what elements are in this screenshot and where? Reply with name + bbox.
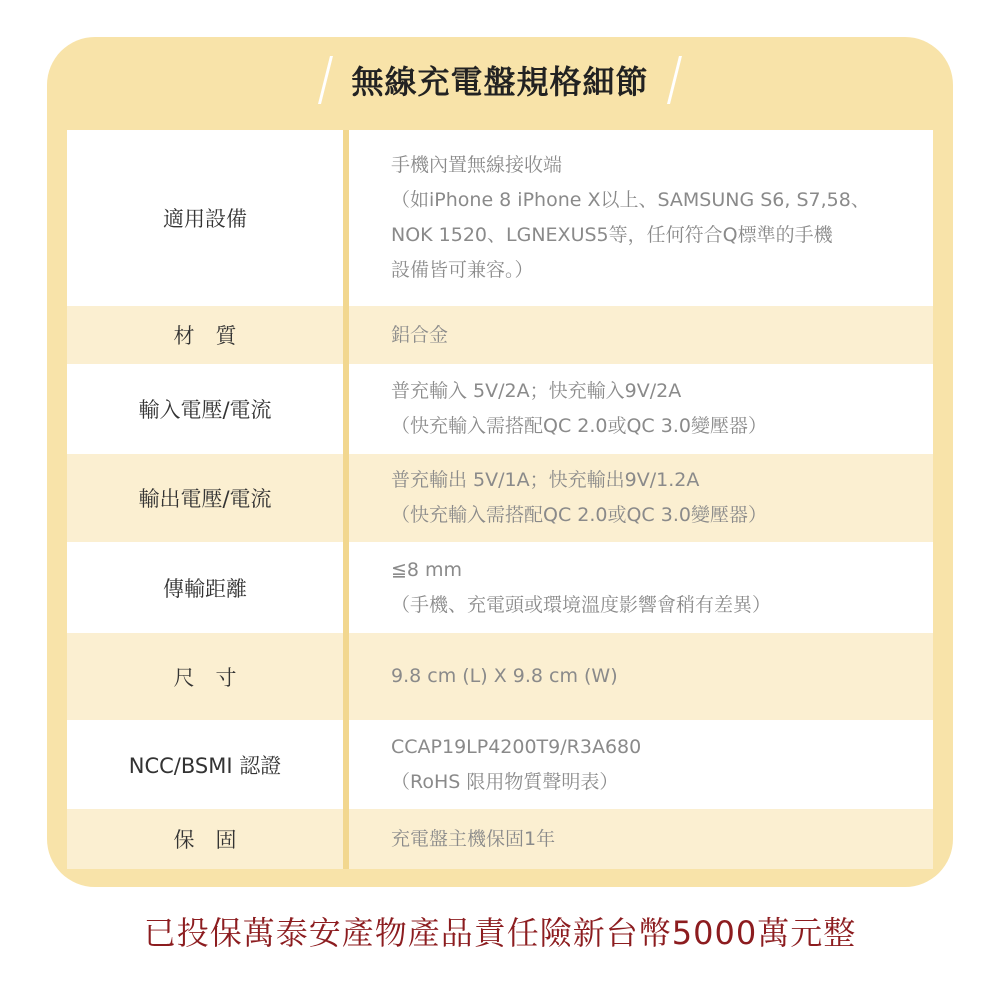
spec-value [349, 542, 933, 633]
spec-value [349, 130, 933, 306]
spec-value-line: （快充輸入需搭配QC 2.0或QC 3.0變壓器） [391, 415, 767, 437]
spec-value-line: 普充輸出 5V/1A；快充輸出9V/1.2A [391, 469, 700, 491]
spec-label: 輸入電壓/電流 [138, 398, 272, 422]
spec-label: 尺 寸 [173, 665, 237, 690]
spec-value-line: 充電盤主機保固1年 [391, 827, 556, 850]
spec-value [349, 364, 933, 454]
spec-row-distance [67, 542, 933, 633]
spec-value [349, 306, 933, 364]
spec-row-output [67, 454, 933, 542]
spec-value [349, 720, 933, 809]
spec-row-input [67, 364, 933, 454]
spec-label: 保 固 [173, 828, 237, 852]
spec-value-line: 鋁合金 [391, 323, 449, 346]
spec-label: NCC/BSMI 認證 [128, 753, 282, 778]
spec-value-line: 設備皆可兼容。） [391, 259, 534, 281]
spec-row-warranty [67, 809, 933, 869]
page-title: 無線充電盤規格細節 [351, 63, 649, 101]
spec-value-line: 手機內置無線接收端 [391, 154, 563, 176]
spec-label: 適用設備 [163, 207, 247, 231]
spec-value-line: 普充輸入 5V/2A；快充輸入9V/2A [391, 380, 682, 402]
spec-row-material [67, 306, 933, 364]
spec-label: 輸出電壓/電流 [138, 487, 272, 511]
spec-value-line: （手機、充電頭或環境溫度影響會稍有差異） [391, 593, 772, 616]
insurance-notice: 已投保萬泰安產物產品責任險新台幣5000萬元整 [143, 914, 857, 952]
spec-value-line: ≦8 mm [391, 558, 463, 581]
spec-table [67, 130, 933, 869]
spec-row-certification [67, 720, 933, 809]
spec-label: 傳輸距離 [163, 576, 247, 601]
spec-value-line: （快充輸入需搭配QC 2.0或QC 3.0變壓器） [391, 504, 767, 526]
spec-value-line: （RoHS 限用物質聲明表） [391, 770, 619, 793]
spec-value-line: NOK 1520、LGNEXUS5等，任何符合Q標準的手機 [391, 224, 833, 246]
title-bar [0, 52, 1000, 108]
spec-value [349, 454, 933, 542]
spec-row-size [67, 633, 933, 720]
spec-value-line: CCAP19LP4200T9/R3A680 [391, 735, 642, 758]
spec-value [349, 633, 933, 720]
spec-label: 材 質 [173, 324, 237, 348]
spec-row-compatible-devices [67, 130, 933, 306]
spec-value-line: （如iPhone 8 iPhone X以上、SAMSUNG S6, S7,58、 [391, 189, 870, 211]
spec-value-line: 9.8 cm (L) X 9.8 cm (W) [391, 665, 618, 687]
spec-value [349, 809, 933, 869]
